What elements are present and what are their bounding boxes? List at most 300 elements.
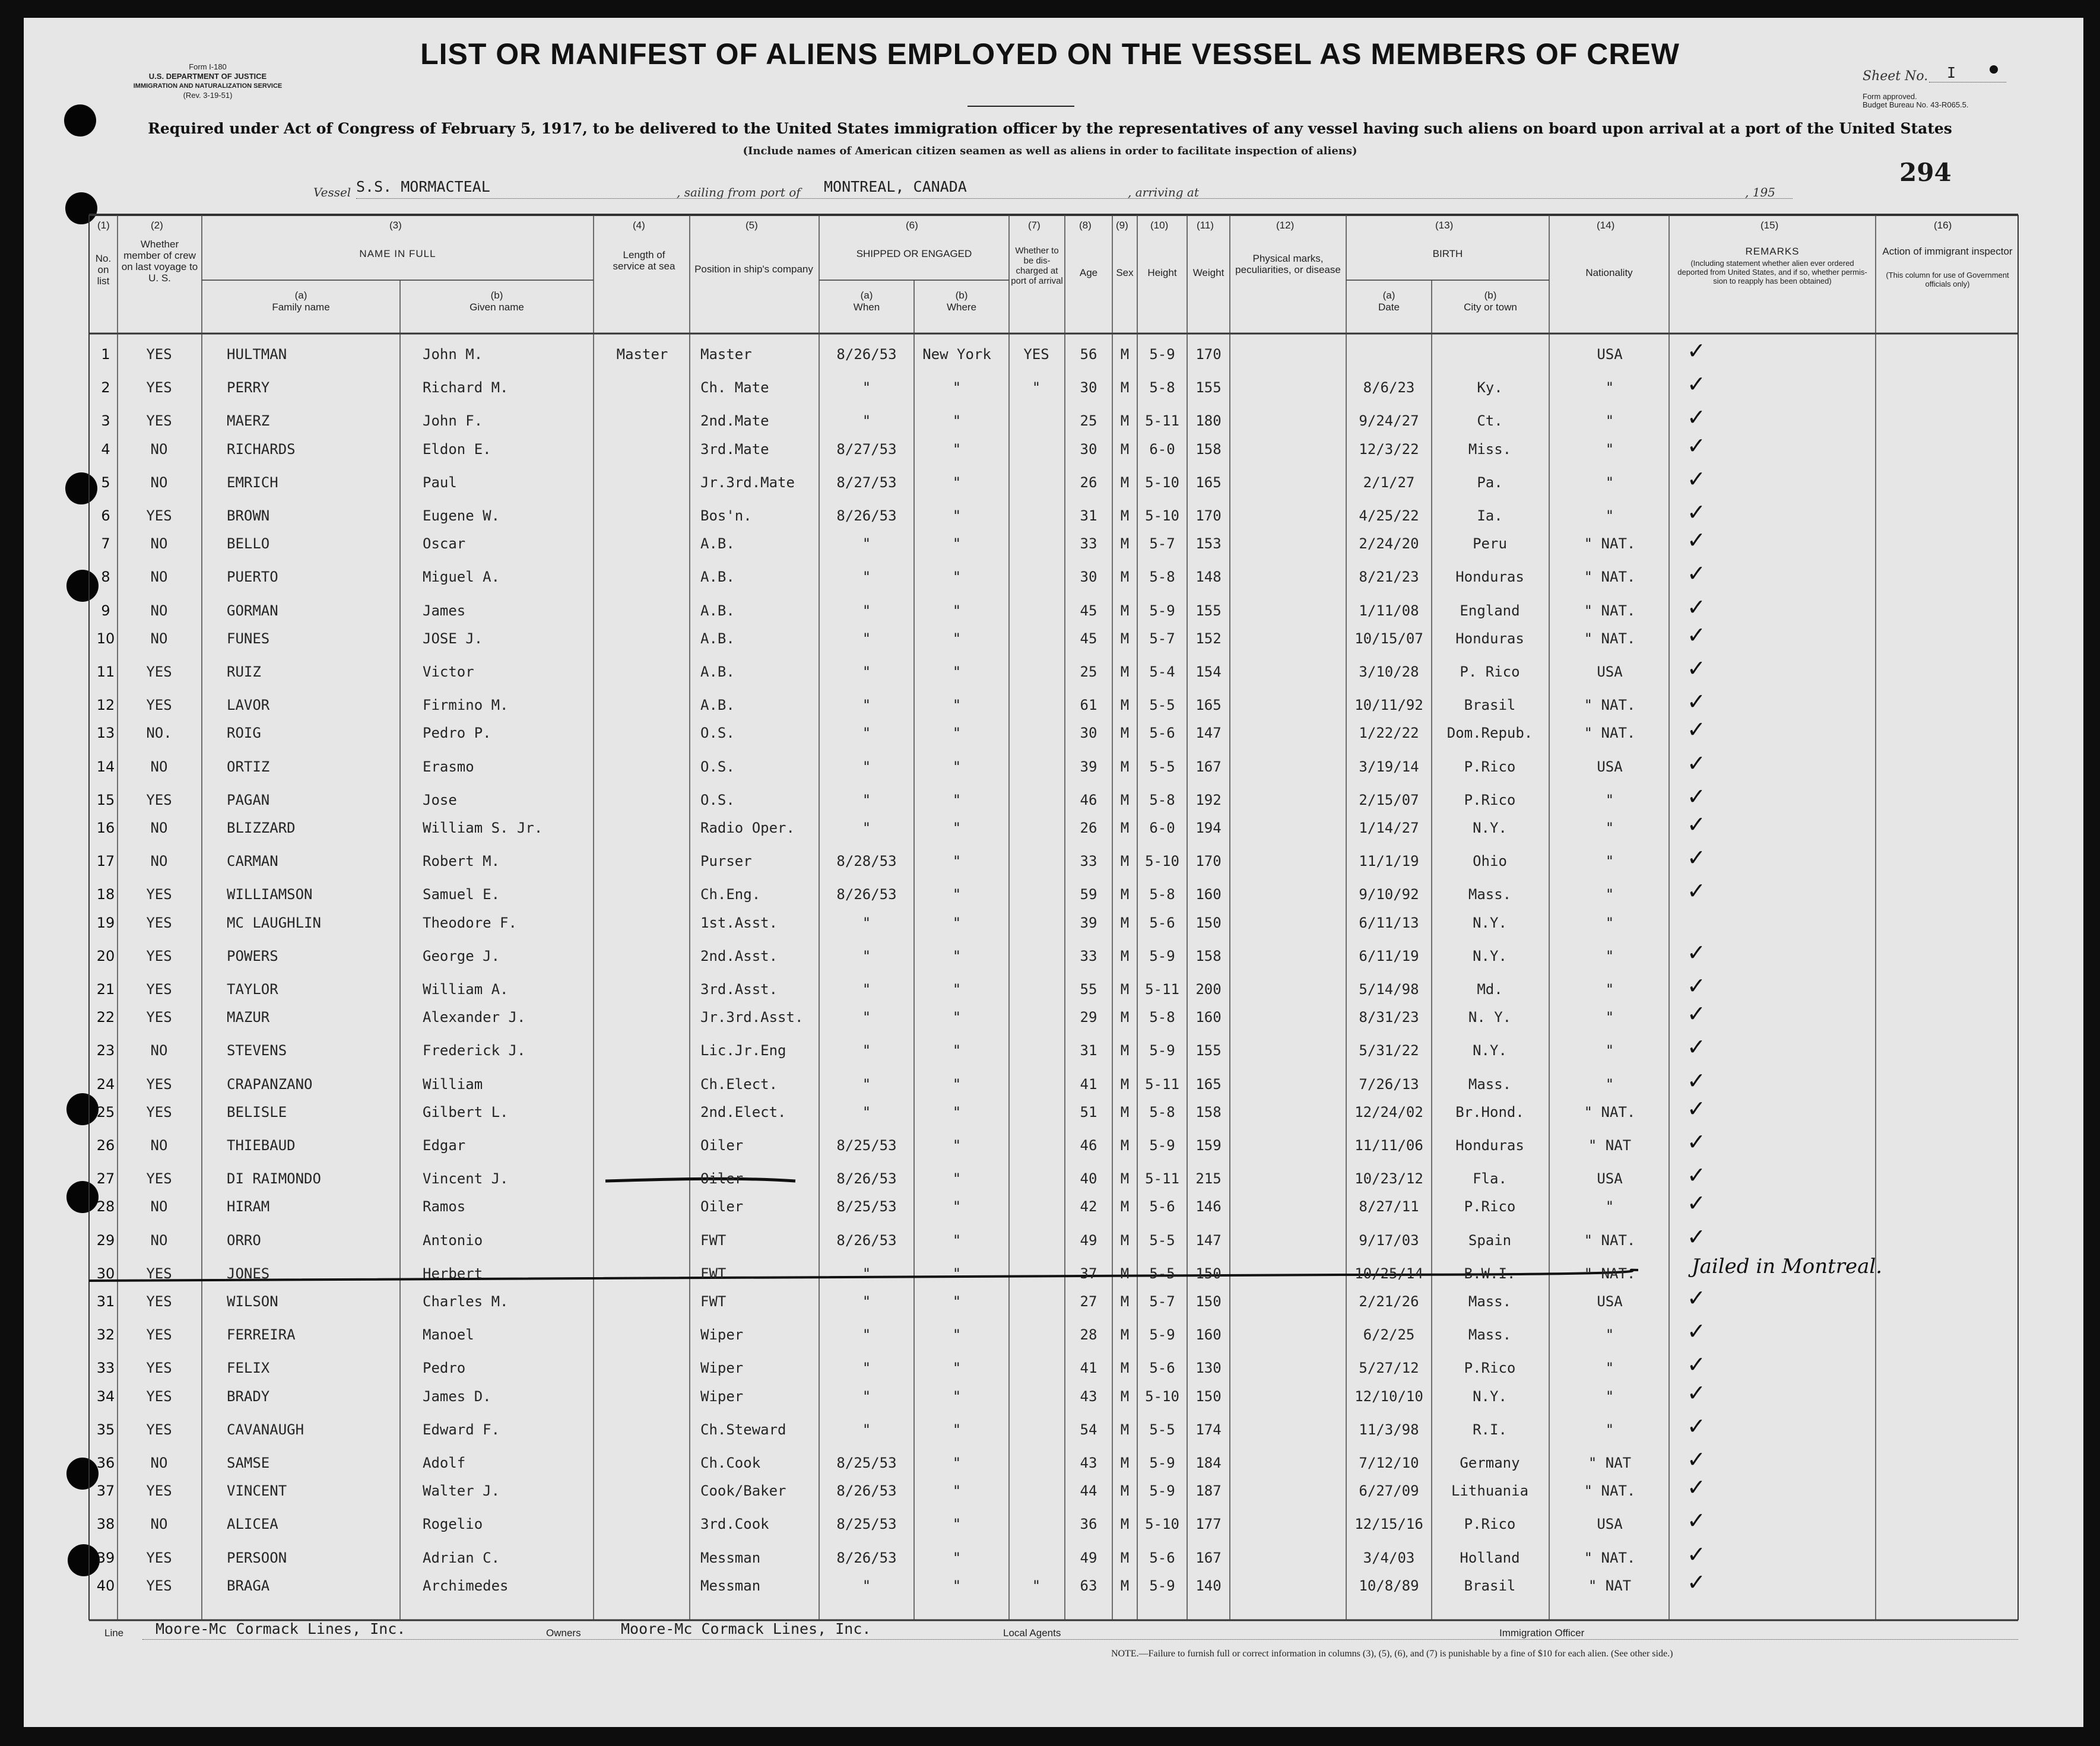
row-number: 29 [96,1231,115,1249]
nationality: " NAT [1588,1455,1632,1471]
shipped-where: " [952,1516,962,1533]
position: Messman [700,1549,761,1566]
shipped-when: " [862,1042,871,1059]
shipped-where: " [952,1075,962,1093]
remark-check: ✓ [1687,1285,1706,1311]
age: 59 [1080,886,1097,903]
given-name: Pedro P. [423,725,491,742]
sex: M [1120,1231,1130,1249]
remark-check: ✓ [1687,1541,1706,1567]
given-name: Adrian C. [423,1549,500,1566]
prev-voyage: YES [146,1388,172,1405]
birth-date: 10/11/92 [1354,697,1423,714]
birth-date: 7/12/10 [1359,1455,1419,1471]
height: 5-6 [1149,725,1175,742]
shipped-where: " [952,914,962,931]
prev-voyage: YES [146,1326,172,1344]
shipped-where: " [952,853,962,870]
shipped-when: " [862,1009,871,1026]
shipped-when: " [862,820,871,836]
remark-check: ✓ [1687,1034,1706,1061]
prev-voyage: YES [146,507,172,524]
height: 5-9 [1149,602,1175,619]
birth-date: 11/1/19 [1359,853,1419,870]
birth-date: 12/15/16 [1354,1516,1423,1533]
nationality: " [1605,886,1614,903]
height: 5-11 [1145,1075,1179,1093]
col-age-header: Age [1079,267,1098,278]
nationality: " NAT. [1584,630,1636,647]
discharge: YES [1023,346,1049,363]
birth-place: B.W.I. [1464,1265,1516,1282]
prev-voyage: YES [146,1009,172,1026]
birth-date: 1/22/22 [1359,725,1419,742]
col-7-num: (7) [1028,220,1041,231]
weight: 140 [1195,1577,1222,1594]
sex: M [1120,697,1130,714]
form-approved: Form approved. [1863,92,1917,101]
birth-place: P.Rico [1464,791,1516,808]
sex: M [1120,1170,1130,1188]
prev-voyage: NO [150,535,168,553]
col-birth-header: BIRTH [1432,248,1463,259]
sex: M [1120,1360,1130,1377]
col-12-num: (12) [1276,220,1295,231]
birth-date: 2/1/27 [1363,474,1415,491]
birth-date: 2/15/07 [1359,791,1419,808]
family-name: HULTMAN [227,346,287,363]
birth-date: 5/27/12 [1359,1360,1419,1377]
birth-date: 7/26/13 [1359,1075,1419,1093]
sex: M [1120,630,1130,647]
remark-check: ✓ [1687,593,1706,620]
weight: 159 [1195,1137,1222,1154]
given-name: George J. [423,947,500,964]
prev-voyage: YES [146,1103,172,1120]
sex: M [1120,1137,1130,1154]
position: Lic.Jr.Eng [700,1042,786,1059]
birth-place: Miss. [1468,440,1512,458]
nationality: " NAT. [1584,697,1636,714]
row-number: 8 [101,569,110,586]
shipped-when: " [862,535,871,553]
birth-place: N. Y. [1468,1009,1512,1026]
shipped-where: " [952,1009,962,1026]
weight: 194 [1195,820,1222,836]
col-13-num: (13) [1435,220,1454,231]
birth-place: England [1460,602,1520,619]
sex: M [1120,1482,1130,1500]
remark-check: ✓ [1687,939,1706,966]
remark-check: ✓ [1687,1067,1706,1094]
birth-place: Spain [1468,1231,1512,1249]
birth-place: Pa. [1477,474,1503,491]
weight: 165 [1195,1075,1222,1093]
position: Master [700,346,752,363]
remark-check: ✓ [1687,878,1706,904]
height: 5-8 [1149,791,1175,808]
row-number: 34 [96,1388,115,1405]
col-4-num: (4) [633,220,645,231]
shipped-where: " [952,1170,962,1188]
family-name: BELLO [227,535,270,553]
height: 5-8 [1149,1009,1175,1026]
col-15-num: (15) [1760,220,1779,231]
birth-date: 8/27/11 [1359,1198,1419,1215]
weight: 150 [1195,1388,1222,1405]
shipped-when: " [862,1075,871,1093]
row-number: 40 [96,1577,115,1594]
age: 46 [1080,791,1097,808]
shipped-when: " [862,1265,871,1282]
row-number: 15 [96,791,115,808]
weight: 160 [1195,1009,1222,1026]
sex: M [1120,1549,1130,1566]
row-number: 18 [96,886,115,903]
position: Wiper [700,1388,744,1405]
position: O.S. [700,791,735,808]
height: 5-6 [1149,914,1175,931]
age: 44 [1080,1482,1097,1500]
age: 63 [1080,1577,1097,1594]
nationality: " [1605,412,1614,430]
nationality: " NAT. [1584,535,1636,553]
col-service-header: Length of service at sea [613,249,675,272]
shipped-when: 8/25/53 [836,1455,897,1471]
shipped-where: " [952,947,962,964]
col-3-num: (3) [389,220,402,231]
height: 5-11 [1145,981,1179,998]
sex: M [1120,1577,1130,1594]
age: 30 [1080,569,1097,586]
family-name: RICHARDS [227,440,296,458]
col-nationality-header: Nationality [1585,267,1633,278]
shipped-where: " [952,1231,962,1249]
given-name: Charles M. [423,1293,509,1310]
given-name: Adolf [423,1455,466,1471]
service-name: IMMIGRATION AND NATURALIZATION SERVICE [133,82,283,90]
shipped-when: " [862,664,871,680]
discharge: " [1032,1577,1041,1594]
family-name: BROWN [227,507,270,524]
weight: 148 [1195,569,1222,586]
given-name: William [423,1075,483,1093]
row-number: 16 [96,820,115,836]
age: 41 [1080,1360,1097,1377]
shipped-where: " [952,791,962,808]
vessel-label: Vessel [313,185,351,199]
prev-voyage: YES [146,379,172,396]
shipped-where: " [952,697,962,714]
shipped-when: " [862,697,871,714]
prev-voyage: YES [146,914,172,931]
weight: 155 [1195,1042,1222,1059]
shipped-where: " [952,1388,962,1405]
given-name: JOSE J. [423,630,483,647]
remark-check: ✓ [1687,1351,1706,1378]
position: Bos'n. [700,507,752,524]
prev-voyage: NO [150,440,168,458]
sex: M [1120,1455,1130,1471]
shipped-when: " [862,1360,871,1377]
birth-date: 9/24/27 [1359,412,1419,430]
given-name: Vincent J. [423,1170,509,1188]
height: 5-4 [1149,664,1175,680]
position: A.B. [700,569,735,586]
birth-date: 10/8/89 [1359,1577,1419,1594]
prev-voyage: YES [146,1549,172,1566]
shipped-where: " [952,630,962,647]
given-name: Paul [423,474,457,491]
budget-bureau: Budget Bureau No. 43-R065.5. [1863,100,1969,109]
position: FWT [700,1265,727,1282]
shipped-when: " [862,1326,871,1344]
position: Messman [700,1577,761,1594]
given-name: Robert M. [423,853,500,870]
age: 29 [1080,1009,1097,1026]
col-remarks-header: REMARKS [1745,246,1800,257]
prev-voyage: YES [146,346,172,363]
remark-check: ✓ [1687,1095,1706,1122]
position: Ch.Eng. [700,886,761,903]
position: Wiper [700,1326,744,1344]
sex: M [1120,914,1130,931]
prev-voyage: YES [146,697,172,714]
height: 5-9 [1149,1482,1175,1500]
birth-date: 11/11/06 [1354,1137,1423,1154]
position: A.B. [700,664,735,680]
remark-check: ✓ [1687,1507,1706,1534]
sex: M [1120,474,1130,491]
sex: M [1120,1326,1130,1344]
shipped-where: " [952,1293,962,1310]
remark-check: ✓ [1687,1318,1706,1345]
nationality: " [1605,914,1614,931]
col-action-note: (This column for use of Government officials only) [1886,271,2009,288]
sex: M [1120,853,1130,870]
birth-date: 12/10/10 [1354,1388,1423,1405]
family-name: CARMAN [227,853,278,870]
sex: M [1120,1009,1130,1026]
row-number: 17 [96,853,115,870]
weight: 165 [1195,474,1222,491]
position: Purser [700,853,752,870]
family-name: THIEBAUD [227,1137,296,1154]
shipped-where: " [952,412,962,430]
age: 43 [1080,1455,1097,1471]
shipped-where: " [952,981,962,998]
remark-check: ✓ [1687,716,1706,743]
family-name: GORMAN [227,602,278,619]
nationality: " NAT. [1584,725,1636,742]
shipped-when: " [862,758,871,775]
row-number: 2 [101,379,110,396]
shipped-where: " [952,474,962,491]
prev-voyage: NO [150,602,168,619]
row-number: 24 [96,1075,115,1093]
given-name: William S. Jr. [423,820,543,836]
weight: 154 [1195,664,1222,680]
weight: 170 [1195,853,1222,870]
sex: M [1120,791,1130,808]
birth-place: Dom.Repub. [1446,725,1533,742]
birth-date: 8/31/23 [1359,1009,1419,1026]
shipped-when: " [862,1293,871,1310]
shipped-when: 8/26/53 [836,1482,897,1500]
given-name: Oscar [423,535,466,553]
family-name: PERSOON [227,1549,287,1566]
nationality: " [1605,791,1614,808]
sex: M [1120,886,1130,903]
birth-place: Mass. [1468,886,1512,903]
position: 1st.Asst. [700,914,778,931]
prev-voyage: YES [146,1360,172,1377]
shipped-when: " [862,1421,871,1438]
col-1-num: (1) [97,220,110,231]
age: 51 [1080,1103,1097,1120]
prev-voyage: YES [146,981,172,998]
prev-voyage: YES [146,1482,172,1500]
remark-check: ✓ [1687,973,1706,999]
sex: M [1120,569,1130,586]
weight: 130 [1195,1360,1222,1377]
nationality: " [1605,820,1614,836]
given-name: Edgar [423,1137,466,1154]
col-action-header: Action of immigrant inspector [1882,246,2013,257]
age: 33 [1080,853,1097,870]
shipped-where: " [952,1549,962,1566]
nationality: " [1605,1009,1614,1026]
col-sex-header: Sex [1116,267,1134,278]
given-name: Richard M. [423,379,509,396]
height: 5-5 [1149,1421,1175,1438]
height: 5-5 [1149,1231,1175,1249]
family-name: STEVENS [227,1042,287,1059]
shipped-where: " [952,1455,962,1471]
shipped-when: 8/28/53 [836,853,897,870]
given-name: Samuel E. [423,886,500,903]
birth-place: Mass. [1468,1326,1512,1344]
birth-place: P. Rico [1460,664,1520,680]
position: O.S. [700,725,735,742]
position: 2nd.Mate [700,412,769,430]
weight: 192 [1195,791,1222,808]
sex: M [1120,346,1130,363]
sex: M [1120,1516,1130,1533]
family-name: CRAPANZANO [227,1075,313,1093]
age: 43 [1080,1388,1097,1405]
handwritten-remark: Jailed in Montreal. [1692,1255,1883,1278]
form-number: Form I-180 [189,62,227,71]
given-name: Victor [423,664,474,680]
nationality: " [1605,1326,1614,1344]
birth-date: 8/21/23 [1359,569,1419,586]
sex: M [1120,664,1130,680]
family-name: CAVANAUGH [227,1421,304,1438]
shipped-when: " [862,412,871,430]
family-name: BRADY [227,1388,270,1405]
stamp-number: 294 [1899,158,1952,187]
row-number: 14 [96,758,115,775]
shipped-when: 8/26/53 [836,1549,897,1566]
page-subtitle: Required under Act of Congress of February 5, 1917, to be delivered to the United States immigration officer by the representatives of any vessel having such aliens on board upon arrival at a port of the United States [148,120,1952,137]
given-name: Gilbert L. [423,1103,509,1120]
age: 28 [1080,1326,1097,1344]
birth-place: Mass. [1468,1293,1512,1310]
shipped-where: " [952,758,962,775]
page-title: LIST OR MANIFEST OF ALIENS EMPLOYED ON THE VESSEL AS MEMBERS OF CREW [420,37,1680,71]
weight: 158 [1195,947,1222,964]
remark-check: ✓ [1687,1474,1706,1501]
family-name: FUNES [227,630,270,647]
sex: M [1120,1075,1130,1093]
prev-voyage: NO [150,1516,168,1533]
birth-place: Ohio [1473,853,1507,870]
weight: 187 [1195,1482,1222,1500]
position: Jr.3rd.Asst. [700,1009,804,1026]
remark-check: ✓ [1687,527,1706,554]
birth-date: 2/24/20 [1359,535,1419,553]
given-name: James [423,602,466,619]
row-number: 6 [101,507,110,524]
shipped-where: " [952,1137,962,1154]
height: 5-7 [1149,630,1175,647]
prev-voyage: NO [150,1137,168,1154]
height: 5-9 [1149,1455,1175,1471]
birth-place: N.Y. [1473,914,1507,931]
shipped-when: 8/27/53 [836,440,897,458]
age: 33 [1080,947,1097,964]
birth-place: R.I. [1473,1421,1507,1438]
nationality: " [1605,853,1614,870]
position: 3rd.Cook [700,1516,769,1533]
birth-place: Lithuania [1451,1482,1529,1500]
weight: 167 [1195,1549,1222,1566]
row-number: 28 [96,1198,115,1215]
sex: M [1120,1042,1130,1059]
given-name: Firmino M. [423,697,509,714]
family-name: PERRY [227,379,270,396]
shipped-when: " [862,1388,871,1405]
height: 5-5 [1149,697,1175,714]
birth-place: Fla. [1473,1170,1507,1188]
height: 5-6 [1149,1549,1175,1566]
nationality: " [1605,1421,1614,1438]
shipped-when: " [862,725,871,742]
weight: 150 [1195,914,1222,931]
birth-date: 3/10/28 [1359,664,1419,680]
family-name: PAGAN [227,791,270,808]
col-shipped-header: SHIPPED OR ENGAGED [856,248,972,259]
position: A.B. [700,697,735,714]
sex: M [1120,1388,1130,1405]
remark-check: ✓ [1687,621,1706,648]
weight: 215 [1195,1170,1222,1188]
weight: 155 [1195,602,1222,619]
weight: 146 [1195,1198,1222,1215]
row-number: 23 [96,1042,115,1059]
sex: M [1120,1265,1130,1282]
shipped-where: " [952,725,962,742]
revision-date: (Rev. 3-19-51) [183,91,233,100]
height: 5-10 [1145,474,1179,491]
position: 2nd.Asst. [700,947,778,964]
page-note: (Include names of American citizen seamen as well as aliens in order to facilitate inspection of aliens) [743,145,1357,157]
age: 41 [1080,1075,1097,1093]
birth-date: 8/6/23 [1363,379,1415,396]
position: FWT [700,1231,727,1249]
col-14-num: (14) [1597,220,1615,231]
